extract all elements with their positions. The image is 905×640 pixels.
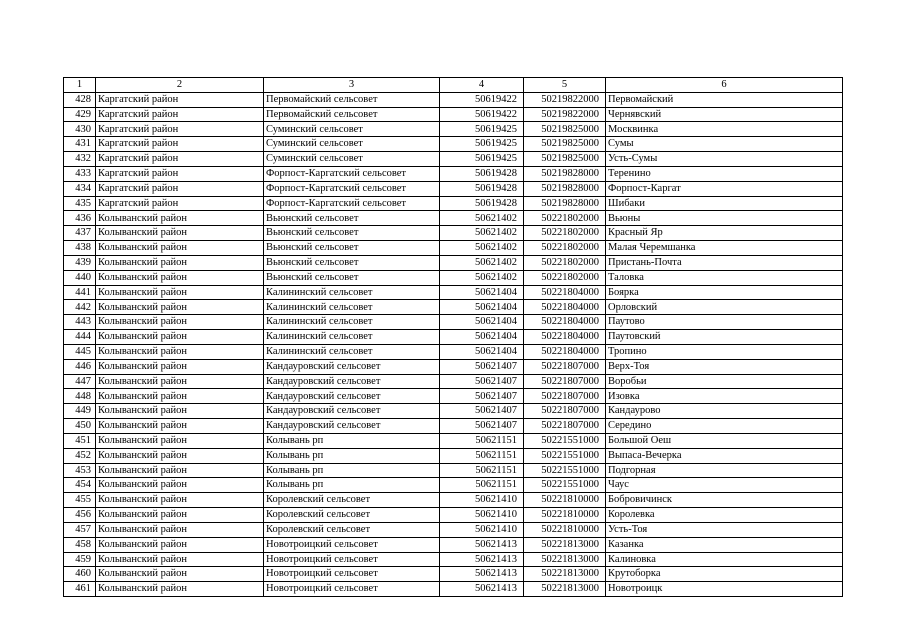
- oktmo-code-cell: 50219828000: [524, 181, 606, 196]
- oktmo-code-cell: 50221810000: [524, 493, 606, 508]
- municipality-cell: Форпост-Каргатский сельсовет: [264, 196, 440, 211]
- oktmo-code-cell: 50221807000: [524, 419, 606, 434]
- district-cell: Колыванский район: [96, 211, 264, 226]
- okato-code-cell: 50619422: [440, 107, 524, 122]
- settlement-cell: Вьюны: [606, 211, 843, 226]
- okato-code-cell: 50619425: [440, 137, 524, 152]
- municipality-cell: Суминский сельсовет: [264, 152, 440, 167]
- district-cell: Каргатский район: [96, 181, 264, 196]
- district-cell: Колыванский район: [96, 359, 264, 374]
- okato-code-cell: 50621407: [440, 359, 524, 374]
- municipality-cell: Новотроицкий сельсовет: [264, 552, 440, 567]
- municipality-cell: Вьюнский сельсовет: [264, 211, 440, 226]
- settlement-cell: Чернявский: [606, 107, 843, 122]
- municipality-cell: Вьюнский сельсовет: [264, 255, 440, 270]
- table-row: [64, 463, 843, 478]
- oktmo-code-cell: 50221810000: [524, 508, 606, 523]
- oktmo-code-cell: 50221807000: [524, 389, 606, 404]
- row-number-cell: 441: [64, 285, 96, 300]
- municipality-cell: Королевский сельсовет: [264, 522, 440, 537]
- row-number-cell: 438: [64, 241, 96, 256]
- municipality-cell: Королевский сельсовет: [264, 493, 440, 508]
- table-row: [64, 389, 843, 404]
- table-row: [64, 582, 843, 597]
- district-cell: Каргатский район: [96, 92, 264, 107]
- okato-code-cell: 50621402: [440, 211, 524, 226]
- table-row: [64, 122, 843, 137]
- oktmo-code-cell: 50221802000: [524, 211, 606, 226]
- municipality-cell: Калининский сельсовет: [264, 285, 440, 300]
- district-cell: Колыванский район: [96, 270, 264, 285]
- row-number-cell: 442: [64, 300, 96, 315]
- row-number-cell: 437: [64, 226, 96, 241]
- settlement-cell: Чаус: [606, 478, 843, 493]
- okato-code-cell: 50621413: [440, 567, 524, 582]
- settlements-table: [63, 77, 843, 597]
- table-row: [64, 330, 843, 345]
- oktmo-code-cell: 50221807000: [524, 359, 606, 374]
- column-number-row: [64, 78, 843, 93]
- table-row: [64, 493, 843, 508]
- settlement-cell: Бобровичинск: [606, 493, 843, 508]
- oktmo-code-cell: 50221804000: [524, 344, 606, 359]
- row-number-cell: 432: [64, 152, 96, 167]
- row-number-cell: 430: [64, 122, 96, 137]
- municipality-cell: Колывань рп: [264, 448, 440, 463]
- okato-code-cell: 50621404: [440, 315, 524, 330]
- oktmo-code-cell: 50219822000: [524, 92, 606, 107]
- row-number-cell: 443: [64, 315, 96, 330]
- table-row: [64, 196, 843, 211]
- table-row: [64, 270, 843, 285]
- settlement-cell: Выпаса-Вечерка: [606, 448, 843, 463]
- column-number-header: 6: [606, 78, 843, 93]
- okato-code-cell: 50621151: [440, 433, 524, 448]
- okato-code-cell: 50621404: [440, 285, 524, 300]
- row-number-cell: 429: [64, 107, 96, 122]
- okato-code-cell: 50619425: [440, 122, 524, 137]
- okato-code-cell: 50619428: [440, 196, 524, 211]
- oktmo-code-cell: 50221813000: [524, 552, 606, 567]
- district-cell: Колыванский район: [96, 463, 264, 478]
- row-number-cell: 450: [64, 419, 96, 434]
- column-number-header: 5: [524, 78, 606, 93]
- district-cell: Колыванский район: [96, 241, 264, 256]
- oktmo-code-cell: 50221551000: [524, 463, 606, 478]
- table-row: [64, 433, 843, 448]
- district-cell: Каргатский район: [96, 122, 264, 137]
- oktmo-code-cell: 50221810000: [524, 522, 606, 537]
- table-body: [64, 78, 843, 597]
- okato-code-cell: 50621410: [440, 493, 524, 508]
- table-row: [64, 404, 843, 419]
- okato-code-cell: 50621402: [440, 255, 524, 270]
- table-row: [64, 508, 843, 523]
- municipality-cell: Новотроицкий сельсовет: [264, 537, 440, 552]
- municipality-cell: Кандауровский сельсовет: [264, 419, 440, 434]
- district-cell: Колыванский район: [96, 567, 264, 582]
- okato-code-cell: 50621413: [440, 537, 524, 552]
- district-cell: Колыванский район: [96, 285, 264, 300]
- municipality-cell: Новотроицкий сельсовет: [264, 582, 440, 597]
- table-row: [64, 315, 843, 330]
- municipality-cell: Суминский сельсовет: [264, 137, 440, 152]
- row-number-cell: 459: [64, 552, 96, 567]
- district-cell: Каргатский район: [96, 107, 264, 122]
- municipality-cell: Колывань рп: [264, 463, 440, 478]
- table-row: [64, 285, 843, 300]
- row-number-cell: 448: [64, 389, 96, 404]
- row-number-cell: 428: [64, 92, 96, 107]
- municipality-cell: Королевский сельсовет: [264, 508, 440, 523]
- municipality-cell: Колывань рп: [264, 478, 440, 493]
- row-number-cell: 454: [64, 478, 96, 493]
- row-number-cell: 460: [64, 567, 96, 582]
- district-cell: Каргатский район: [96, 196, 264, 211]
- column-number-header: 2: [96, 78, 264, 93]
- district-cell: Колыванский район: [96, 419, 264, 434]
- row-number-cell: 445: [64, 344, 96, 359]
- table-row: [64, 211, 843, 226]
- district-cell: Каргатский район: [96, 166, 264, 181]
- oktmo-code-cell: 50221802000: [524, 270, 606, 285]
- settlement-cell: Теренино: [606, 166, 843, 181]
- row-number-cell: 457: [64, 522, 96, 537]
- district-cell: Колыванский район: [96, 508, 264, 523]
- oktmo-code-cell: 50221802000: [524, 226, 606, 241]
- district-cell: Колыванский район: [96, 404, 264, 419]
- table-row: [64, 374, 843, 389]
- table-row: [64, 181, 843, 196]
- table-row: [64, 226, 843, 241]
- district-cell: Колыванский район: [96, 582, 264, 597]
- oktmo-code-cell: 50219828000: [524, 166, 606, 181]
- district-cell: Колыванский район: [96, 552, 264, 567]
- table-row: [64, 107, 843, 122]
- column-number-header: 4: [440, 78, 524, 93]
- row-number-cell: 447: [64, 374, 96, 389]
- row-number-cell: 431: [64, 137, 96, 152]
- settlement-cell: Паутовский: [606, 330, 843, 345]
- settlement-cell: Орловский: [606, 300, 843, 315]
- settlement-cell: Москвинка: [606, 122, 843, 137]
- table-row: [64, 419, 843, 434]
- row-number-cell: 458: [64, 537, 96, 552]
- row-number-cell: 456: [64, 508, 96, 523]
- settlement-cell: Пристань-Почта: [606, 255, 843, 270]
- municipality-cell: Калининский сельсовет: [264, 300, 440, 315]
- oktmo-code-cell: 50221551000: [524, 478, 606, 493]
- settlement-cell: Королевка: [606, 508, 843, 523]
- oktmo-code-cell: 50221813000: [524, 567, 606, 582]
- row-number-cell: 455: [64, 493, 96, 508]
- settlement-cell: Новотроицк: [606, 582, 843, 597]
- municipality-cell: Кандауровский сельсовет: [264, 359, 440, 374]
- table-row: [64, 448, 843, 463]
- settlement-cell: Шибаки: [606, 196, 843, 211]
- okato-code-cell: 50621404: [440, 344, 524, 359]
- row-number-cell: 452: [64, 448, 96, 463]
- column-number-header: 3: [264, 78, 440, 93]
- district-cell: Колыванский район: [96, 478, 264, 493]
- row-number-cell: 461: [64, 582, 96, 597]
- settlement-cell: Сумы: [606, 137, 843, 152]
- settlement-cell: Малая Черемшанка: [606, 241, 843, 256]
- settlement-cell: Середино: [606, 419, 843, 434]
- settlement-cell: Усть-Тоя: [606, 522, 843, 537]
- municipality-cell: Первомайский сельсовет: [264, 92, 440, 107]
- table-row: [64, 567, 843, 582]
- district-cell: Каргатский район: [96, 152, 264, 167]
- table-row: [64, 300, 843, 315]
- settlement-cell: Усть-Сумы: [606, 152, 843, 167]
- row-number-cell: 446: [64, 359, 96, 374]
- settlement-cell: Подгорная: [606, 463, 843, 478]
- district-cell: Колыванский район: [96, 389, 264, 404]
- table-row: [64, 255, 843, 270]
- settlement-cell: Первомайский: [606, 92, 843, 107]
- okato-code-cell: 50621151: [440, 478, 524, 493]
- oktmo-code-cell: 50221551000: [524, 448, 606, 463]
- district-cell: Колыванский район: [96, 374, 264, 389]
- district-cell: Колыванский район: [96, 300, 264, 315]
- table-row: [64, 92, 843, 107]
- okato-code-cell: 50621407: [440, 374, 524, 389]
- oktmo-code-cell: 50221804000: [524, 330, 606, 345]
- settlement-cell: Паутово: [606, 315, 843, 330]
- oktmo-code-cell: 50221804000: [524, 285, 606, 300]
- table-row: [64, 522, 843, 537]
- district-cell: Колыванский район: [96, 522, 264, 537]
- settlement-cell: Форпост-Каргат: [606, 181, 843, 196]
- okato-code-cell: 50619422: [440, 92, 524, 107]
- okato-code-cell: 50621413: [440, 552, 524, 567]
- oktmo-code-cell: 50221807000: [524, 374, 606, 389]
- district-cell: Колыванский район: [96, 448, 264, 463]
- row-number-cell: 436: [64, 211, 96, 226]
- settlement-cell: Боярка: [606, 285, 843, 300]
- settlement-cell: Таловка: [606, 270, 843, 285]
- table-row: [64, 137, 843, 152]
- settlement-cell: Кандаурово: [606, 404, 843, 419]
- oktmo-code-cell: 50221813000: [524, 537, 606, 552]
- column-number-header: 1: [64, 78, 96, 93]
- oktmo-code-cell: 50219825000: [524, 122, 606, 137]
- district-cell: Колыванский район: [96, 315, 264, 330]
- settlement-cell: Калиновка: [606, 552, 843, 567]
- municipality-cell: Вьюнский сельсовет: [264, 270, 440, 285]
- oktmo-code-cell: 50221804000: [524, 315, 606, 330]
- settlement-cell: Казанка: [606, 537, 843, 552]
- settlement-cell: Воробьи: [606, 374, 843, 389]
- district-cell: Каргатский район: [96, 137, 264, 152]
- okato-code-cell: 50619428: [440, 181, 524, 196]
- municipality-cell: Кандауровский сельсовет: [264, 374, 440, 389]
- okato-code-cell: 50621151: [440, 448, 524, 463]
- district-cell: Колыванский район: [96, 255, 264, 270]
- district-cell: Колыванский район: [96, 493, 264, 508]
- table-row: [64, 478, 843, 493]
- row-number-cell: 433: [64, 166, 96, 181]
- oktmo-code-cell: 50219825000: [524, 152, 606, 167]
- settlement-cell: Красный Яр: [606, 226, 843, 241]
- oktmo-code-cell: 50221804000: [524, 300, 606, 315]
- okato-code-cell: 50621402: [440, 226, 524, 241]
- table-row: [64, 166, 843, 181]
- oktmo-code-cell: 50219822000: [524, 107, 606, 122]
- municipality-cell: Вьюнский сельсовет: [264, 241, 440, 256]
- table-row: [64, 359, 843, 374]
- table-row: [64, 344, 843, 359]
- municipality-cell: Вьюнский сельсовет: [264, 226, 440, 241]
- oktmo-code-cell: 50221802000: [524, 241, 606, 256]
- oktmo-code-cell: 50221802000: [524, 255, 606, 270]
- municipality-cell: Кандауровский сельсовет: [264, 389, 440, 404]
- okato-code-cell: 50621410: [440, 522, 524, 537]
- settlement-cell: Тропино: [606, 344, 843, 359]
- okato-code-cell: 50621402: [440, 241, 524, 256]
- table-row: [64, 537, 843, 552]
- row-number-cell: 451: [64, 433, 96, 448]
- okato-code-cell: 50621151: [440, 463, 524, 478]
- row-number-cell: 453: [64, 463, 96, 478]
- district-cell: Колыванский район: [96, 344, 264, 359]
- district-cell: Колыванский район: [96, 226, 264, 241]
- settlement-cell: Верх-Тоя: [606, 359, 843, 374]
- settlement-cell: Изовка: [606, 389, 843, 404]
- okato-code-cell: 50621410: [440, 508, 524, 523]
- okato-code-cell: 50619425: [440, 152, 524, 167]
- table-row: [64, 241, 843, 256]
- municipality-cell: Калининский сельсовет: [264, 315, 440, 330]
- district-cell: Колыванский район: [96, 433, 264, 448]
- row-number-cell: 439: [64, 255, 96, 270]
- okato-code-cell: 50621402: [440, 270, 524, 285]
- okato-code-cell: 50621404: [440, 300, 524, 315]
- municipality-cell: Новотроицкий сельсовет: [264, 567, 440, 582]
- oktmo-code-cell: 50221813000: [524, 582, 606, 597]
- oktmo-code-cell: 50219825000: [524, 137, 606, 152]
- district-cell: Колыванский район: [96, 537, 264, 552]
- row-number-cell: 434: [64, 181, 96, 196]
- okato-code-cell: 50621407: [440, 404, 524, 419]
- municipality-cell: Форпост-Каргатский сельсовет: [264, 166, 440, 181]
- row-number-cell: 435: [64, 196, 96, 211]
- oktmo-code-cell: 50221807000: [524, 404, 606, 419]
- municipality-cell: Калининский сельсовет: [264, 344, 440, 359]
- row-number-cell: 449: [64, 404, 96, 419]
- district-cell: Колыванский район: [96, 330, 264, 345]
- municipality-cell: Калининский сельсовет: [264, 330, 440, 345]
- okato-code-cell: 50621407: [440, 389, 524, 404]
- municipality-cell: Кандауровский сельсовет: [264, 404, 440, 419]
- settlement-cell: Большой Оеш: [606, 433, 843, 448]
- municipality-cell: Колывань рп: [264, 433, 440, 448]
- oktmo-code-cell: 50221551000: [524, 433, 606, 448]
- row-number-cell: 440: [64, 270, 96, 285]
- okato-code-cell: 50621404: [440, 330, 524, 345]
- row-number-cell: 444: [64, 330, 96, 345]
- okato-code-cell: 50621407: [440, 419, 524, 434]
- settlement-cell: Крутоборка: [606, 567, 843, 582]
- municipality-cell: Суминский сельсовет: [264, 122, 440, 137]
- table-row: [64, 552, 843, 567]
- table-row: [64, 152, 843, 167]
- oktmo-code-cell: 50219828000: [524, 196, 606, 211]
- okato-code-cell: 50619428: [440, 166, 524, 181]
- okato-code-cell: 50621413: [440, 582, 524, 597]
- municipality-cell: Форпост-Каргатский сельсовет: [264, 181, 440, 196]
- municipality-cell: Первомайский сельсовет: [264, 107, 440, 122]
